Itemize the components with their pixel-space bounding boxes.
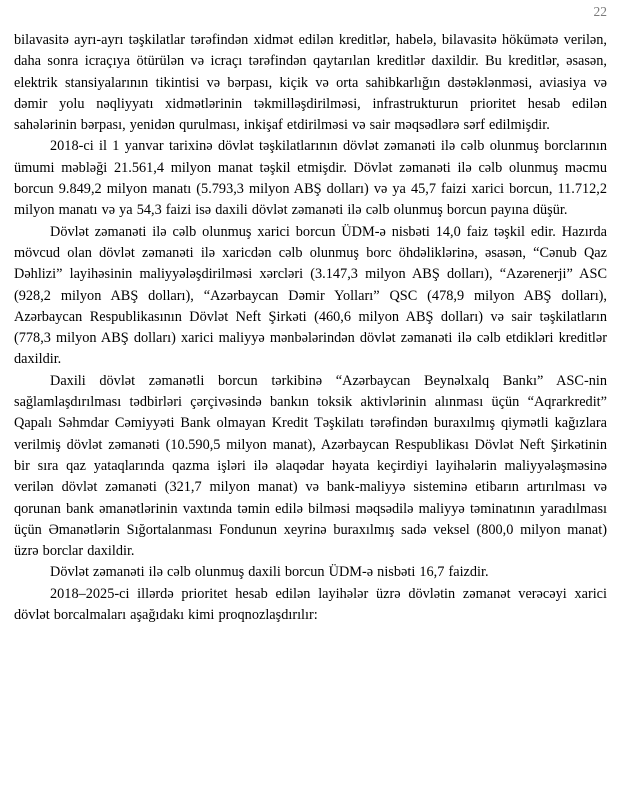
paragraph-forecast-intro: 2018–2025-ci illərdə prioritet hesab edilən layihələr üzrə dövlətin zəmanət verəcəyi xarici dövlət borcalmaları aşağıdakı kimi proqnozlaşdırılır: (14, 585, 607, 624)
paragraph-guaranteed-debt-total: 2018-ci il 1 yanvar tarixinə dövlət təşkilatlarının dövlət zəmanəti ilə cəlb olunmuş borclarının ümumi məbləği 21.561,4 milyon manat təşkil etmişdir. Dövlət zəmanəti ilə cəlb olunmuş məcmu borcun 9.849,2 milyon manatı (5.793,3 milyon ABŞ dolları) və ya 45,7 faizi xarici borcun, 11.712,2 milyon manatı və ya 54,3 faizi isə daxili dövlət zəmanəti ilə cəlb olunmuş borcun payına düşür. (14, 138, 607, 219)
paragraph-domestic-debt-gdp-ratio: Dövlət zəmanəti ilə cəlb olunmuş daxili borcun ÜDM-ə nisbəti 16,7 faizdir. (50, 564, 489, 581)
paragraph-credits-intro: bilavasitə ayrı-ayrı təşkilatlar tərəfindən xidmət edilən kreditlər, habelə, bilavasitə hökümətə verilən, daha sonra icraçıya ötürülən və icraçı tərəfindən qaytarılan kreditlər daxildir. Bu kreditlər, əsasən, elektrik stansiyalarının tikintisi və bərpası, kiçik və orta sahibkarlığın dəstəklənməsi, aviasiya və dəmir yolu nəqliyyatı xidmətlərinin təkmilləşdirilməsi, infrastrukturun prioritet hesab edilən sahələrinin bərpası, yenidən qurulması, inkişaf etdirilməsi və sair məqsədlərə sərf edilmişdir. (14, 32, 607, 134)
document-body (14, 30, 607, 626)
paragraph-external-guaranteed-debt: Dövlət zəmanəti ilə cəlb olunmuş xarici borcun ÜDM-ə nisbəti 14,0 faiz təşkil edir. Hazırda mövcud olan dövlət zəmanəti ilə xaricdən cəlb olunmuş borc öhdəliklərinə, əsasən, “Cənub Qaz Dəhlizi” layihəsinin maliyyələşdirilməsi xərcləri (3.147,3 milyon ABŞ dolları), “Azərenerji” ASC (928,2 milyon ABŞ dolları), “Azərbaycan Dəmir Yolları” QSC (478,9 milyon ABŞ dolları), Azərbaycan Respublikasının Dövlət Neft Şirkəti (460,6 milyon ABŞ dolları) və sair təşkilatların (778,3 milyon ABŞ dolları) xarici maliyyə mənbələrindən dövlət zəmanəti ilə cəlb etdikləri kreditlər daxildir. (14, 223, 607, 368)
paragraph-domestic-guaranteed-debt: Daxili dövlət zəmanətli borcun tərkibinə “Azərbaycan Beynəlxalq Bankı” ASC-nin sağlamlaşdırılması tədbirləri çərçivəsində bankın toksik aktivlərinin alınması üçün “Aqrarkredit” Qapalı Səhmdar Cəmiyyəti Bank olmayan Kredit Təşkilatı tərəfindən buraxılmış qiymətli kağızlara verilmiş dövlət zəmanəti (10.590,5 milyon manat), Azərbaycan Respublikası Dövlət Neft Şirkətinin bir sıra qaz yataqlarında qazma işləri ilə əlaqədar həyata keçirdiyi layihələrin maliyyələşməsinə verilən dövlət zəmanəti (321,7 milyon manat) və bank-maliyyə sisteminə etibarın artırılması və qorunan bank əmanətlərinin vaxtında təmin edilə bilməsi məqsədilə maliyyə təminatının yaradılması üçün Əmanətlərin Sığortalanması Fondunun xeyrinə buraxılmış sadə veksel (800,0 milyon manat) üzrə borclar daxildir. (14, 372, 607, 560)
page-number: 22 (593, 4, 607, 19)
